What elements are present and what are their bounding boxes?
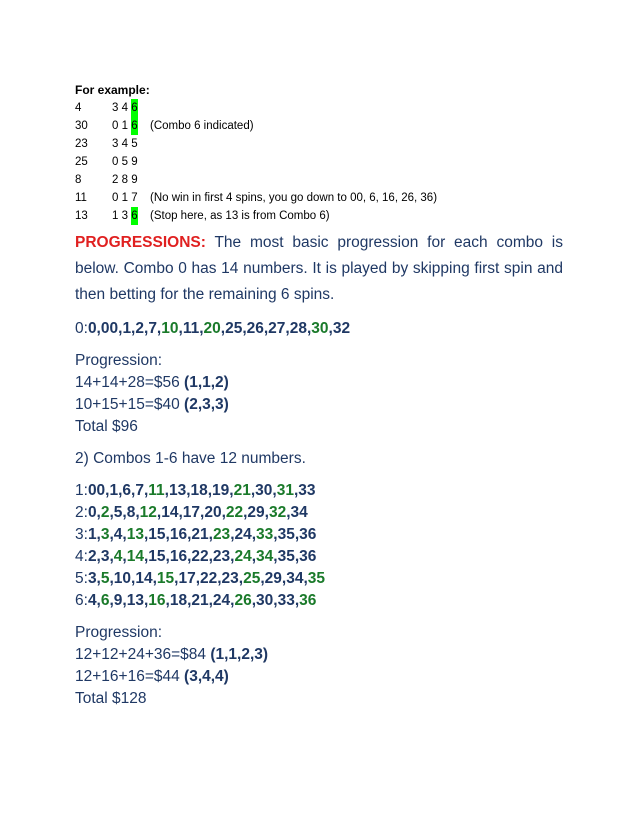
combo-number: 4,	[87, 592, 101, 609]
progressions-paragraph	[75, 230, 563, 308]
progression-1-label: Progression:	[75, 352, 163, 369]
combo-numbers	[112, 207, 150, 225]
example-row	[75, 117, 555, 135]
combo-number: ,4,	[109, 526, 127, 543]
progressions-intro: The most basic progression for each combo is below. Combo 0 has 14 numbers. It is played by skipping first spin and then betting for the remaining 6 spins.	[75, 234, 563, 303]
combo-numbers	[112, 171, 150, 189]
sequence: (2,3,3)	[184, 396, 229, 413]
example-row	[75, 135, 555, 153]
combo-line-3	[75, 524, 563, 546]
progression-1-total: Total $96	[75, 418, 138, 435]
combo-number: ,30,	[250, 482, 277, 499]
example-rows	[75, 99, 555, 225]
example-row	[75, 99, 555, 117]
highlighted-number: 34	[256, 548, 274, 565]
combo-number: ,35,36	[273, 548, 317, 565]
example-section	[75, 82, 555, 225]
combo-number: ,18,21,24,	[165, 592, 235, 609]
combo-line-6	[75, 590, 563, 612]
combo-digit: 5	[121, 156, 129, 168]
sequence: (3,4,4)	[184, 668, 229, 685]
highlighted-number: 10	[161, 320, 179, 337]
highlighted-number: 20	[203, 320, 221, 337]
combo-number: ,17,22,23,	[174, 570, 244, 587]
combo-digit: 9	[131, 156, 138, 168]
highlighted-number: 25	[243, 570, 261, 587]
combo-number: ,15,16,21,	[143, 526, 213, 543]
highlighted-number: 3	[100, 526, 110, 543]
highlighted-number: 35	[307, 570, 326, 587]
highlighted-number: 14	[126, 548, 144, 565]
example-row	[75, 207, 555, 225]
highlighted-number: 12	[139, 504, 157, 521]
highlighted-number: 6	[100, 592, 110, 609]
sequence: (1,1,2)	[184, 374, 229, 391]
highlighted-number: 32	[268, 504, 287, 521]
combo-number: ,33	[293, 482, 316, 499]
combo-digit: 4	[121, 102, 129, 114]
combo-label: 6:	[75, 592, 88, 609]
calc: 14+14+28=$56	[75, 374, 185, 391]
combo-number: ,5,8,	[109, 504, 140, 521]
combo-number: ,13,18,19,	[164, 482, 234, 499]
combo-number: 00,	[100, 320, 123, 337]
combo-line-5	[75, 568, 563, 590]
highlighted-number: 24	[234, 548, 252, 565]
combo-number: ,24,	[230, 526, 257, 543]
combos-list	[75, 480, 563, 612]
highlighted-number: 21	[233, 482, 251, 499]
highlighted-number: 11	[148, 482, 165, 499]
example-note: (Stop here, as 13 is from Combo 6)	[150, 210, 330, 222]
combo-digit: 3	[112, 138, 119, 150]
combo-number: ,29,	[243, 504, 269, 521]
combo-digit: 0	[112, 120, 119, 132]
combo-number: ,35,36	[273, 526, 317, 543]
combo-digit: 3	[112, 102, 119, 114]
highlighted-number: 30	[311, 320, 329, 337]
spin-value: 4	[75, 102, 82, 114]
combo-digit: 6	[131, 99, 137, 117]
combo-0-line	[75, 318, 563, 340]
combo-number: ,34	[286, 504, 308, 521]
highlighted-number: 16	[148, 592, 166, 609]
combo-line-1	[75, 480, 563, 502]
spin-value: 25	[75, 156, 88, 168]
highlighted-number: 2	[100, 504, 110, 521]
combo-number: 3,	[87, 570, 101, 587]
combo-numbers	[112, 189, 150, 207]
combo-number: 00,1,6,7,	[87, 482, 149, 499]
combo-number: 1,	[122, 320, 136, 337]
combo-digit: 1	[121, 192, 129, 204]
combo-digit: 6	[131, 117, 137, 135]
highlighted-number: 5	[100, 570, 110, 587]
highlighted-number: 26	[234, 592, 252, 609]
combo-label: 0:	[75, 320, 88, 337]
highlighted-number: 31	[276, 482, 294, 499]
example-title: For example:	[75, 83, 150, 97]
highlighted-number: 22	[225, 504, 244, 521]
spin-value: 11	[75, 192, 87, 204]
combo-number: ,9,13,	[109, 592, 149, 609]
combo-digit: 8	[121, 174, 129, 186]
progression-1-line-2	[75, 394, 563, 416]
combo-digit: 4	[121, 138, 129, 150]
progression-2-line-2	[75, 666, 563, 688]
combo-number: ,14,17,20,	[156, 504, 226, 521]
main-content	[75, 230, 563, 710]
combo-digit: 5	[131, 138, 138, 150]
progression-2-line-1	[75, 644, 563, 666]
calc: 12+12+24+36=$84	[75, 646, 211, 663]
combos-intro: 2) Combos 1-6 have 12 numbers.	[75, 450, 306, 467]
example-note: (No win in first 4 spins, you go down to 00, 6, 16, 26, 36)	[150, 192, 438, 204]
highlighted-number: 15	[156, 570, 175, 587]
combo-number: ,30,33,	[251, 592, 300, 609]
combo-digit: 1	[112, 210, 119, 222]
combo-digit: 7	[131, 192, 138, 204]
combo-numbers	[112, 153, 150, 171]
combo-number: 25,26,27,28,	[225, 320, 312, 337]
combo-label: 5:	[75, 570, 88, 587]
combo-digit: 2	[112, 174, 119, 186]
highlighted-number: 4	[113, 548, 123, 565]
combo-number: 11,	[182, 320, 204, 337]
combo-number: ,10,14,	[109, 570, 157, 587]
highlighted-number: 23	[212, 526, 231, 543]
progression-1-line-1	[75, 372, 563, 394]
combo-line-2	[75, 502, 563, 524]
combo-number: ,29,34,	[260, 570, 308, 587]
example-row	[75, 153, 555, 171]
combo-digit: 0	[112, 156, 119, 168]
combo-number: 0,	[87, 504, 101, 521]
progressions-label: PROGRESSIONS:	[75, 234, 206, 251]
combo-number: ,32	[328, 320, 351, 337]
combo-number: ,	[251, 548, 257, 565]
combo-line-4	[75, 546, 563, 568]
highlighted-number: 33	[256, 526, 274, 543]
combo-number: ,15,16,22,23,	[143, 548, 235, 565]
combo-digit: 3	[121, 210, 129, 222]
highlighted-number: 36	[299, 592, 317, 609]
spin-value: 30	[75, 120, 88, 132]
combo-label: 3:	[75, 526, 88, 543]
combo-numbers	[112, 117, 150, 135]
spin-value: 13	[75, 210, 88, 222]
combo-numbers	[112, 99, 150, 117]
combo-numbers	[112, 135, 150, 153]
combo-number: 2,3,	[87, 548, 114, 565]
combo-digit: 0	[112, 192, 119, 204]
combo-number: 2,	[135, 320, 149, 337]
progression-2-label: Progression:	[75, 624, 163, 641]
spin-value: 23	[75, 138, 88, 150]
sequence: (1,1,2,3)	[210, 646, 269, 663]
combo-label: 4:	[75, 548, 88, 565]
combo-label: 2:	[75, 504, 88, 521]
combo-number: ,	[122, 548, 127, 565]
example-row	[75, 171, 555, 189]
combo-digit: 6	[131, 207, 137, 225]
spin-value: 8	[75, 174, 82, 186]
example-note: (Combo 6 indicated)	[150, 120, 254, 132]
calc: 10+15+15=$40	[75, 396, 185, 413]
combo-digit: 1	[121, 120, 129, 132]
combo-digit: 9	[131, 174, 138, 186]
combo-number: 0,	[87, 320, 101, 337]
combo-label: 1:	[75, 482, 88, 499]
combo-number: ,	[178, 320, 183, 337]
combo-number: 7,	[148, 320, 162, 337]
progression-2-total: Total $128	[75, 690, 147, 707]
example-row	[75, 189, 555, 207]
combo-number: 1,	[87, 526, 101, 543]
combo-number: ,	[220, 320, 226, 337]
calc: 12+16+16=$44	[75, 668, 185, 685]
highlighted-number: 13	[126, 526, 144, 543]
